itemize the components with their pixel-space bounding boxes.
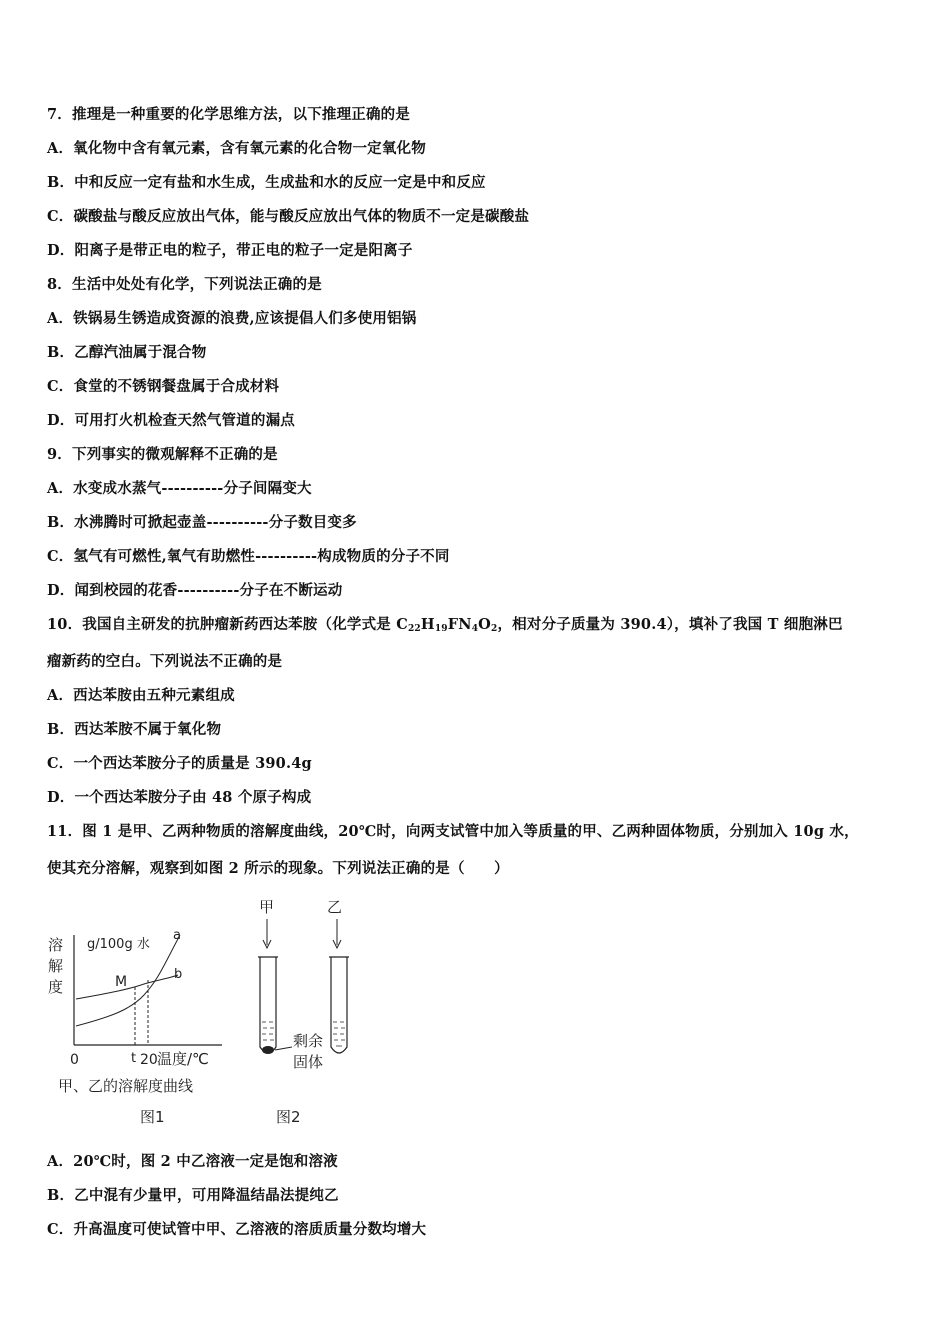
q9-stem: 9．下列事实的微观解释不正确的是: [47, 446, 278, 463]
q11-option-c: C．升高温度可使试管中甲、乙溶液的溶质质量分数均增大: [47, 1221, 427, 1238]
figure1-solubility-chart: [48, 928, 222, 1126]
tube1-label: 甲: [259, 898, 275, 916]
q7-option-d: D．阳离子是带正电的粒子，带正电的粒子一定是阳离子: [47, 242, 413, 259]
tick-20-label: 20: [140, 1052, 158, 1068]
residue-solid: [262, 1046, 274, 1054]
q9-option-c: C．氢气有可燃性,氧气有助燃性----------构成物质的分子不同: [47, 548, 450, 565]
figure1-caption: 图1: [140, 1108, 165, 1126]
q11-stem: 11．图 1 是甲、乙两种物质的溶解度曲线，20℃时，向两支试管中加入等质量的甲、乙两种固体物质，分别加入 10g 水，: [47, 823, 859, 840]
tube2-liquid: [333, 1022, 345, 1046]
q8-option-c: C．食堂的不锈钢餐盘属于合成材料: [47, 378, 280, 395]
y-label-1: 溶: [48, 936, 64, 954]
tick-t-label: t: [131, 1051, 137, 1066]
q8-option-a: A．铁锅易生锈造成资源的浪费,应该提倡人们多使用铝锅: [47, 310, 417, 327]
point-m-label: M: [115, 974, 128, 990]
q9-option-a: A．水变成水蒸气----------分子间隔变大: [47, 480, 312, 497]
curve-a-label: a: [173, 928, 181, 943]
tube2: [331, 957, 347, 1053]
figure2-caption: 图2: [276, 1108, 301, 1126]
residue-label-2: 固体: [293, 1053, 324, 1071]
tube2-label: 乙: [327, 898, 343, 916]
curve-b-label: b: [174, 967, 183, 982]
q9-option-d: D．闻到校园的花香----------分子在不断运动: [47, 582, 343, 599]
tube1: [260, 957, 276, 1053]
q10-stem-line2: 瘤新药的空白。下列说法不正确的是: [47, 653, 283, 670]
q11-stem-line2: 使其充分溶解，观察到如图 2 所示的现象。下列说法正确的是（ ）: [47, 860, 509, 877]
x-axis-label: 温度/℃: [157, 1050, 209, 1068]
q10-option-d: D．一个西达苯胺分子由 48 个原子构成: [47, 789, 312, 806]
tube1-liquid: [262, 1022, 274, 1040]
q7-option-b: B．中和反应一定有盐和水生成，生成盐和水的反应一定是中和反应: [47, 174, 486, 191]
y-label-2: 解: [48, 957, 64, 975]
q7-option-c: C．碳酸盐与酸反应放出气体，能与酸反应放出气体的物质不一定是碳酸盐: [47, 208, 530, 225]
q8-option-d: D．可用打火机检查天然气管道的漏点: [47, 412, 295, 429]
q10-option-b: B．西达苯胺不属于氧化物: [47, 721, 222, 738]
q7-stem: 7．推理是一种重要的化学思维方法，以下推理正确的是: [47, 106, 411, 123]
unit-label: g/100g 水: [87, 937, 150, 952]
q7-option-a: A．氧化物中含有氧元素，含有氧元素的化合物一定氧化物: [47, 140, 426, 157]
figure1-description: 甲、乙的溶解度曲线: [58, 1077, 194, 1095]
q10-option-c: C．一个西达苯胺分子的质量是 390.4g: [47, 755, 312, 772]
residue-label-1: 剩余: [293, 1032, 324, 1050]
figure2-test-tubes: [258, 898, 349, 1126]
figures: [40, 895, 370, 1135]
y-label-3: 度: [48, 978, 64, 996]
q8-stem: 8．生活中处处有化学，下列说法正确的是: [47, 276, 322, 293]
q8-option-b: B．乙醇汽油属于混合物: [47, 344, 207, 361]
q11-option-b: B．乙中混有少量甲，可用降温结晶法提纯乙: [47, 1187, 339, 1204]
q11-option-a: A．20℃时，图 2 中乙溶液一定是饱和溶液: [47, 1153, 338, 1170]
q10-stem: 10．我国自主研发的抗肿瘤新药西达苯胺（化学式是 $C_{22}H_{19}FN_4O_2$，相对分子质量为 390.4），填补了我国 T 细胞淋巴: [47, 616, 843, 634]
residue-pointer: [275, 1047, 292, 1050]
q9-option-b: B．水沸腾时可掀起壶盖----------分子数目变多: [47, 514, 357, 531]
q10-option-a: A．西达苯胺由五种元素组成: [47, 687, 235, 704]
origin-label: 0: [70, 1052, 79, 1068]
